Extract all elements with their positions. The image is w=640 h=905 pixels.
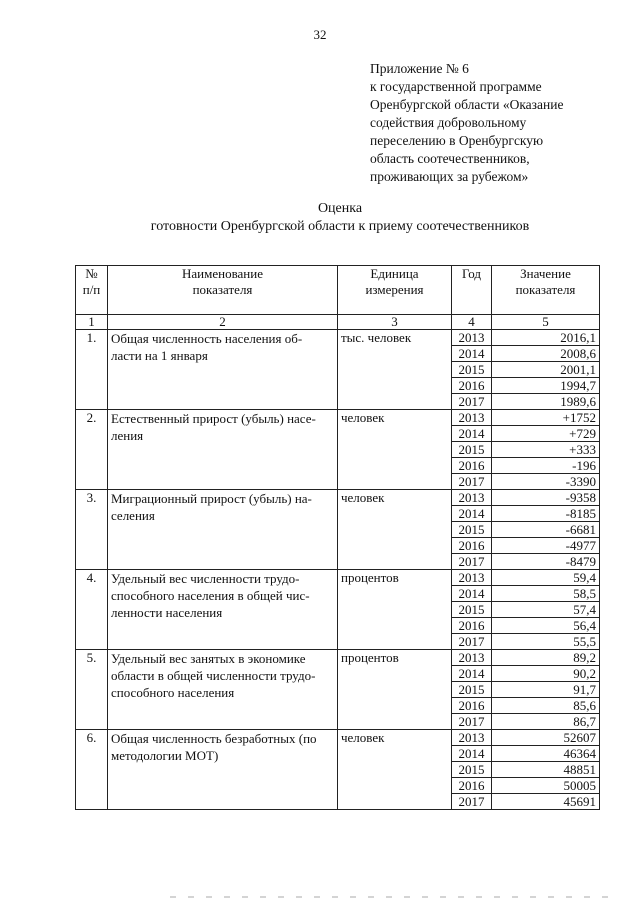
table-row bbox=[76, 650, 600, 666]
year-cell: 2014 bbox=[452, 666, 492, 682]
value-cell: 90,2 bbox=[492, 666, 600, 682]
value-cell: -8185 bbox=[492, 506, 600, 522]
year-cell: 2016 bbox=[452, 538, 492, 554]
value-cell: 1994,7 bbox=[492, 378, 600, 394]
value-cell: 2001,1 bbox=[492, 362, 600, 378]
column-number: 1 bbox=[76, 315, 108, 330]
year-cell: 2015 bbox=[452, 442, 492, 458]
indicator-name bbox=[108, 330, 338, 410]
column-number: 3 bbox=[338, 315, 452, 330]
indicator-name-line: ления bbox=[111, 428, 144, 443]
appendix-line: содействия добровольному bbox=[370, 115, 527, 130]
value-cell: -4977 bbox=[492, 538, 600, 554]
year-cell: 2016 bbox=[452, 378, 492, 394]
indicator-name-line: способного населения в общей чис- bbox=[111, 588, 310, 603]
column-number: 4 bbox=[452, 315, 492, 330]
table-header-row bbox=[76, 266, 600, 315]
year-cell: 2013 bbox=[452, 330, 492, 346]
indicator-name-line: селения bbox=[111, 508, 155, 523]
unit-of-measure: процентов bbox=[338, 650, 452, 730]
header-name: Наименование показателя bbox=[108, 266, 338, 315]
row-number: 5. bbox=[76, 650, 108, 730]
indicator-name-line: методологии МОТ) bbox=[111, 748, 219, 763]
appendix-line: область соотечественников, bbox=[370, 151, 530, 166]
year-cell: 2013 bbox=[452, 570, 492, 586]
appendix-line: Оренбургской области «Оказание bbox=[370, 97, 564, 112]
unit-of-measure: человек bbox=[338, 490, 452, 570]
year-cell: 2014 bbox=[452, 586, 492, 602]
row-number: 1. bbox=[76, 330, 108, 410]
table-row bbox=[76, 490, 600, 506]
indicator-name bbox=[108, 570, 338, 650]
row-number: 4. bbox=[76, 570, 108, 650]
year-cell: 2013 bbox=[452, 730, 492, 746]
value-cell: 50005 bbox=[492, 778, 600, 794]
indicator-name bbox=[108, 490, 338, 570]
appendix-line: Приложение № 6 bbox=[370, 61, 469, 76]
row-number: 6. bbox=[76, 730, 108, 810]
year-cell: 2016 bbox=[452, 618, 492, 634]
value-cell: 2008,6 bbox=[492, 346, 600, 362]
title-line-1: Оценка bbox=[317, 201, 363, 216]
value-cell: 56,4 bbox=[492, 618, 600, 634]
row-number: 2. bbox=[76, 410, 108, 490]
indicator-name-line: способного населения bbox=[111, 685, 235, 700]
appendix-line: к государственной программе bbox=[370, 79, 542, 94]
year-cell: 2017 bbox=[452, 474, 492, 490]
indicator-name-line: Удельный вес численности трудо- bbox=[111, 571, 300, 586]
header-year: Год bbox=[452, 266, 492, 315]
indicator-name bbox=[108, 410, 338, 490]
appendix-note bbox=[370, 60, 630, 186]
document-title bbox=[0, 200, 640, 236]
value-cell: 46364 bbox=[492, 746, 600, 762]
appendix-line: переселению в Оренбургскую bbox=[370, 133, 544, 148]
value-cell: 59,4 bbox=[492, 570, 600, 586]
year-cell: 2015 bbox=[452, 762, 492, 778]
value-cell: 89,2 bbox=[492, 650, 600, 666]
value-cell: 86,7 bbox=[492, 714, 600, 730]
indicator-name-line: ласти на 1 января bbox=[111, 348, 208, 363]
indicator-name-line: Миграционный прирост (убыль) на- bbox=[111, 491, 312, 506]
value-cell: +729 bbox=[492, 426, 600, 442]
year-cell: 2015 bbox=[452, 362, 492, 378]
year-cell: 2014 bbox=[452, 426, 492, 442]
value-cell: 85,6 bbox=[492, 698, 600, 714]
value-cell: 48851 bbox=[492, 762, 600, 778]
year-cell: 2014 bbox=[452, 346, 492, 362]
value-cell: 45691 bbox=[492, 794, 600, 810]
value-cell: +1752 bbox=[492, 410, 600, 426]
appendix-line: проживающих за рубежом» bbox=[370, 169, 529, 184]
header-unit: Единица измерения bbox=[338, 266, 452, 315]
value-cell: +333 bbox=[492, 442, 600, 458]
year-cell: 2013 bbox=[452, 410, 492, 426]
indicator-name bbox=[108, 730, 338, 810]
unit-of-measure: человек bbox=[338, 410, 452, 490]
column-number-row bbox=[76, 315, 600, 330]
value-cell: 55,5 bbox=[492, 634, 600, 650]
indicator-name-line: ленности населения bbox=[111, 605, 223, 620]
title-line-2: готовности Оренбургской области к приему соотечественников bbox=[150, 219, 530, 234]
indicator-name-line: области в общей численности трудо- bbox=[111, 668, 316, 683]
year-cell: 2015 bbox=[452, 682, 492, 698]
unit-of-measure: человек bbox=[338, 730, 452, 810]
year-cell: 2017 bbox=[452, 394, 492, 410]
column-number: 5 bbox=[492, 315, 600, 330]
value-cell: 2016,1 bbox=[492, 330, 600, 346]
indicator-name-line: Естественный прирост (убыль) насе- bbox=[111, 411, 316, 426]
table-row bbox=[76, 730, 600, 746]
year-cell: 2013 bbox=[452, 490, 492, 506]
indicator-name bbox=[108, 650, 338, 730]
year-cell: 2017 bbox=[452, 794, 492, 810]
value-cell: -3390 bbox=[492, 474, 600, 490]
indicator-name-line: Общая численность безработных (по bbox=[111, 731, 317, 746]
row-number: 3. bbox=[76, 490, 108, 570]
year-cell: 2016 bbox=[452, 458, 492, 474]
indicator-name-line: Удельный вес занятых в экономике bbox=[111, 651, 306, 666]
value-cell: -196 bbox=[492, 458, 600, 474]
header-value: Значение показателя bbox=[492, 266, 600, 315]
unit-of-measure: тыс. человек bbox=[338, 330, 452, 410]
year-cell: 2017 bbox=[452, 634, 492, 650]
column-number: 2 bbox=[108, 315, 338, 330]
indicator-name-line: Общая численность населения об- bbox=[111, 331, 303, 346]
page-number: 32 bbox=[313, 27, 327, 42]
value-cell: 57,4 bbox=[492, 602, 600, 618]
value-cell: 1989,6 bbox=[492, 394, 600, 410]
table-row bbox=[76, 410, 600, 426]
year-cell: 2014 bbox=[452, 506, 492, 522]
year-cell: 2014 bbox=[452, 746, 492, 762]
indicators-table bbox=[75, 265, 600, 810]
year-cell: 2015 bbox=[452, 602, 492, 618]
value-cell: 52607 bbox=[492, 730, 600, 746]
year-cell: 2015 bbox=[452, 522, 492, 538]
value-cell: 58,5 bbox=[492, 586, 600, 602]
year-cell: 2017 bbox=[452, 714, 492, 730]
next-page-bleed bbox=[170, 896, 610, 898]
value-cell: -8479 bbox=[492, 554, 600, 570]
year-cell: 2016 bbox=[452, 698, 492, 714]
header-num: № п/п bbox=[76, 266, 108, 315]
year-cell: 2017 bbox=[452, 554, 492, 570]
value-cell: -9358 bbox=[492, 490, 600, 506]
value-cell: 91,7 bbox=[492, 682, 600, 698]
value-cell: -6681 bbox=[492, 522, 600, 538]
year-cell: 2013 bbox=[452, 650, 492, 666]
table-row bbox=[76, 330, 600, 346]
table-row bbox=[76, 570, 600, 586]
year-cell: 2016 bbox=[452, 778, 492, 794]
unit-of-measure: процентов bbox=[338, 570, 452, 650]
